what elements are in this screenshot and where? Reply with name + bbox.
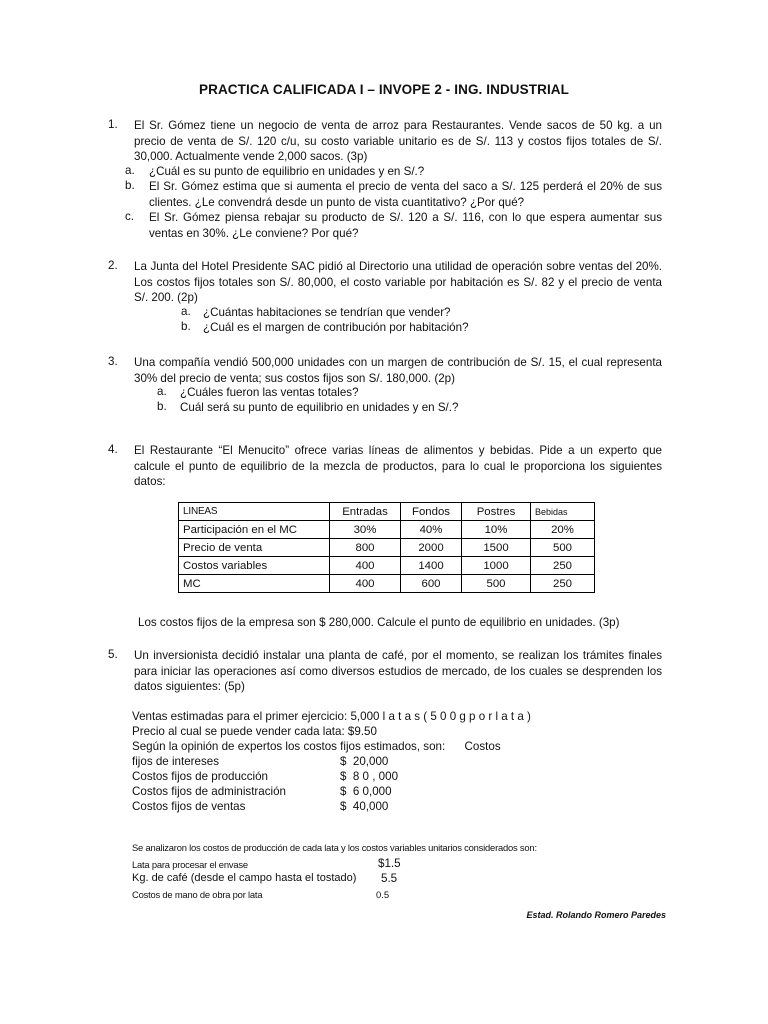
table-cell: 250 <box>531 575 595 593</box>
question-1b-text: El Sr. Gómez estima que si aumenta el precio de venta del saco a S/. 125 perderá el 20% de sus clientes. ¿Le convendrá desde un punto de vista cuantitativo? ¿Por qué? <box>149 180 662 209</box>
table-cell: 400 <box>330 575 401 593</box>
q5-experts-line: Según la opinión de expertos los costos fijos estimados, son: Costos <box>132 740 501 753</box>
fixed-cost-value: $ 8 0 , 000 <box>340 770 399 783</box>
author-signature: Estad. Rolando Romero Paredes <box>526 910 666 920</box>
table-cell: 1500 <box>462 539 531 557</box>
variable-cost-label: Costos de mano de obra por lata <box>132 889 263 900</box>
table-cell: 1000 <box>462 557 531 575</box>
fixed-cost-label: Costos fijos de producción <box>132 770 268 783</box>
fixed-cost-label: fijos de intereses <box>132 755 219 768</box>
question-3-number: 3. <box>108 355 118 368</box>
question-1c-letter: c. <box>125 210 135 223</box>
fixed-cost-value: $ 20,000 <box>340 755 389 768</box>
table-cell: 600 <box>401 575 462 593</box>
question-1c-text: El Sr. Gómez piensa rebajar su producto de S/. 120 a S/. 116, con lo que espera aumentar sus ventas en 30%. ¿Le conviene? Por qué? <box>149 211 662 240</box>
q5-price-line: Precio al cual se puede vender cada lata: $9.50 <box>132 725 377 738</box>
question-2b-letter: b. <box>181 320 191 333</box>
question-2a-letter: a. <box>181 305 191 318</box>
table-cell: 250 <box>531 557 595 575</box>
q5-sales-line: Ventas estimadas para el primer ejercicio: 5,000 l a t a s ( 5 0 0 g p o r l a t a ) <box>132 710 531 723</box>
variable-cost-value: 5.5 <box>381 872 398 885</box>
fixed-cost-value: $ 6 0,000 <box>340 785 392 798</box>
table-cell: 1400 <box>401 557 462 575</box>
question-4-footer: Los costos fijos de la empresa son $ 280,000. Calcule el punto de equilibrio en unidades. (3p) <box>138 616 620 629</box>
question-1b-letter: b. <box>125 179 135 192</box>
question-1-text: El Sr. Gómez tiene un negocio de venta de arroz para Restaurantes. Vende sacos de 50 kg. a un precio de venta de S/. 120 c/u, su costo variable unitario es de S/. 113 y costos fijos totales de S/. 30,000. Actualmente vende 2,000 sacos. (3p) <box>134 119 662 163</box>
table-cell: 20% <box>531 521 595 539</box>
table-cell: Precio de venta <box>179 539 330 557</box>
question-1a-letter: a. <box>125 164 135 177</box>
question-5-number: 5. <box>108 648 118 661</box>
table-header-cell: Entradas <box>330 503 401 521</box>
fixed-cost-label: Costos fijos de ventas <box>132 800 246 813</box>
question-2-text: La Junta del Hotel Presidente SAC pidió al Directorio una utilidad de operación sobre ventas del 20%. Los costos fijos totales son S/. 80,000, el costo variable por habitación es S/. 82 y el precio de venta S/. 200. (2p) <box>134 260 662 304</box>
question-1-number: 1. <box>108 118 118 131</box>
variable-cost-value: 0.5 <box>376 889 390 900</box>
question-2a-text: ¿Cuántas habitaciones se tendrían que vender? <box>203 306 451 319</box>
table-cell: 10% <box>462 521 531 539</box>
question-4-number: 4. <box>108 443 118 456</box>
table-header-cell: Fondos <box>401 503 462 521</box>
question-3a-letter: a. <box>157 385 167 398</box>
product-lines-table <box>178 502 595 593</box>
question-3a-text: ¿Cuáles fueron las ventas totales? <box>180 386 359 399</box>
table-cell: 400 <box>330 557 401 575</box>
question-3b-text: Cuál será su punto de equilibrio en unidades y en S/.? <box>180 401 459 414</box>
table-row <box>179 521 595 539</box>
table-header-cell: Bebidas <box>531 503 595 521</box>
question-3-text: Una compañía vendió 500,000 unidades con un margen de contribución de S/. 15, el cual representa 30% del precio de venta; sus costos fijos son S/. 180,000. (2p) <box>134 356 662 385</box>
table-cell: Costos variables <box>179 557 330 575</box>
question-3b-letter: b. <box>157 400 167 413</box>
table-row <box>179 539 595 557</box>
table-cell: 30% <box>330 521 401 539</box>
variable-costs-intro: Se analizaron los costos de producción de cada lata y los costos variables unitarios considerados son: <box>132 842 537 853</box>
table-cell: 500 <box>462 575 531 593</box>
table-row <box>179 575 595 593</box>
fixed-cost-label: Costos fijos de administración <box>132 785 287 798</box>
question-2-number: 2. <box>108 259 118 272</box>
question-2b-text: ¿Cuál es el margen de contribución por habitación? <box>203 321 469 334</box>
question-1a-text: ¿Cuál es su punto de equilibrio en unidades y en S/.? <box>149 165 425 178</box>
fixed-cost-value: $ 40,000 <box>340 800 389 813</box>
table-cell: 2000 <box>401 539 462 557</box>
variable-cost-value: $1.5 <box>378 857 401 870</box>
table-header-row <box>179 503 595 521</box>
table-cell: MC <box>179 575 330 593</box>
table-header-cell: LINEAS <box>179 503 330 521</box>
page-title: PRACTICA CALIFICADA I – INVOPE 2 - ING. INDUSTRIAL <box>198 82 569 97</box>
table-header-cell: Postres <box>462 503 531 521</box>
question-5-text: Un inversionista decidió instalar una planta de café, por el momento, se realizan los trámites finales para iniciar las operaciones así como diversos estudios de mercado, de los cuales se desprenden los datos siguientes: (5p) <box>134 649 662 693</box>
table-row <box>179 557 595 575</box>
table-cell: 500 <box>531 539 595 557</box>
table-cell: Participación en el MC <box>179 521 330 539</box>
table-cell: 800 <box>330 539 401 557</box>
variable-cost-label: Lata para procesar el envase <box>132 859 248 870</box>
table-cell: 40% <box>401 521 462 539</box>
variable-cost-label: Kg. de café (desde el campo hasta el tostado) <box>132 872 357 884</box>
question-4-text: El Restaurante “El Menucito” ofrece varias líneas de alimentos y bebidas. Pide a un experto que calcule el punto de equilibrio de la mezcla de productos, para lo cual le proporciona los siguientes datos: <box>134 444 662 488</box>
